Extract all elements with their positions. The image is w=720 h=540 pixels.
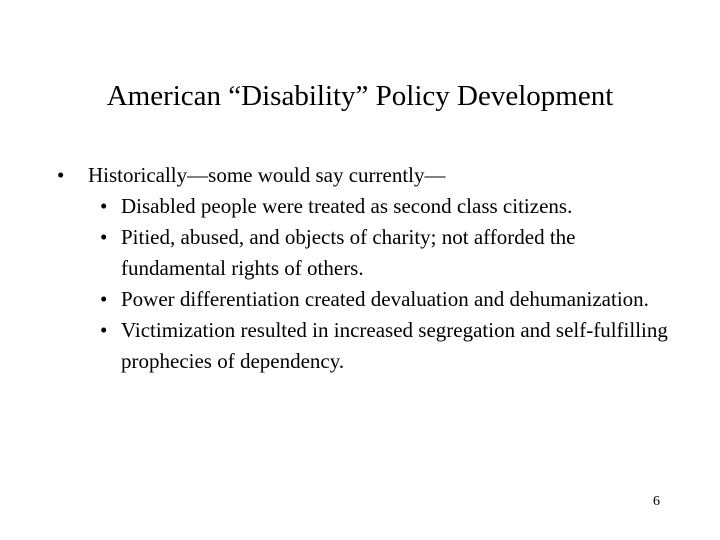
bullet-text: Historically—some would say currently— bbox=[88, 163, 446, 187]
slide-body bbox=[57, 160, 677, 377]
bullet-icon: • bbox=[100, 225, 108, 249]
sub-bullet-item bbox=[88, 315, 677, 377]
bullet-icon: • bbox=[100, 318, 108, 342]
bullet-icon: • bbox=[57, 163, 65, 187]
sub-bullet-item bbox=[88, 191, 677, 222]
sub-bullet-text: Disabled people were treated as second class citizens. bbox=[121, 194, 573, 218]
sub-bullet-item bbox=[88, 284, 677, 315]
page-number: 6 bbox=[653, 494, 660, 509]
sub-bullet-text: Power differentiation created devaluation and dehumanization. bbox=[121, 287, 649, 311]
bullet-item-level-1 bbox=[57, 160, 677, 191]
sub-bullet-list bbox=[57, 191, 677, 377]
slide-title: American “Disability” Policy Development bbox=[106, 80, 614, 112]
sub-bullet-item bbox=[88, 222, 677, 284]
bullet-icon: • bbox=[100, 194, 108, 218]
sub-bullet-text: Pitied, abused, and objects of charity; not afforded the fundamental rights of others. bbox=[121, 225, 576, 280]
sub-bullet-text: Victimization resulted in increased segregation and self-fulfilling prophecies of dependency. bbox=[121, 318, 668, 373]
bullet-icon: • bbox=[100, 287, 108, 311]
